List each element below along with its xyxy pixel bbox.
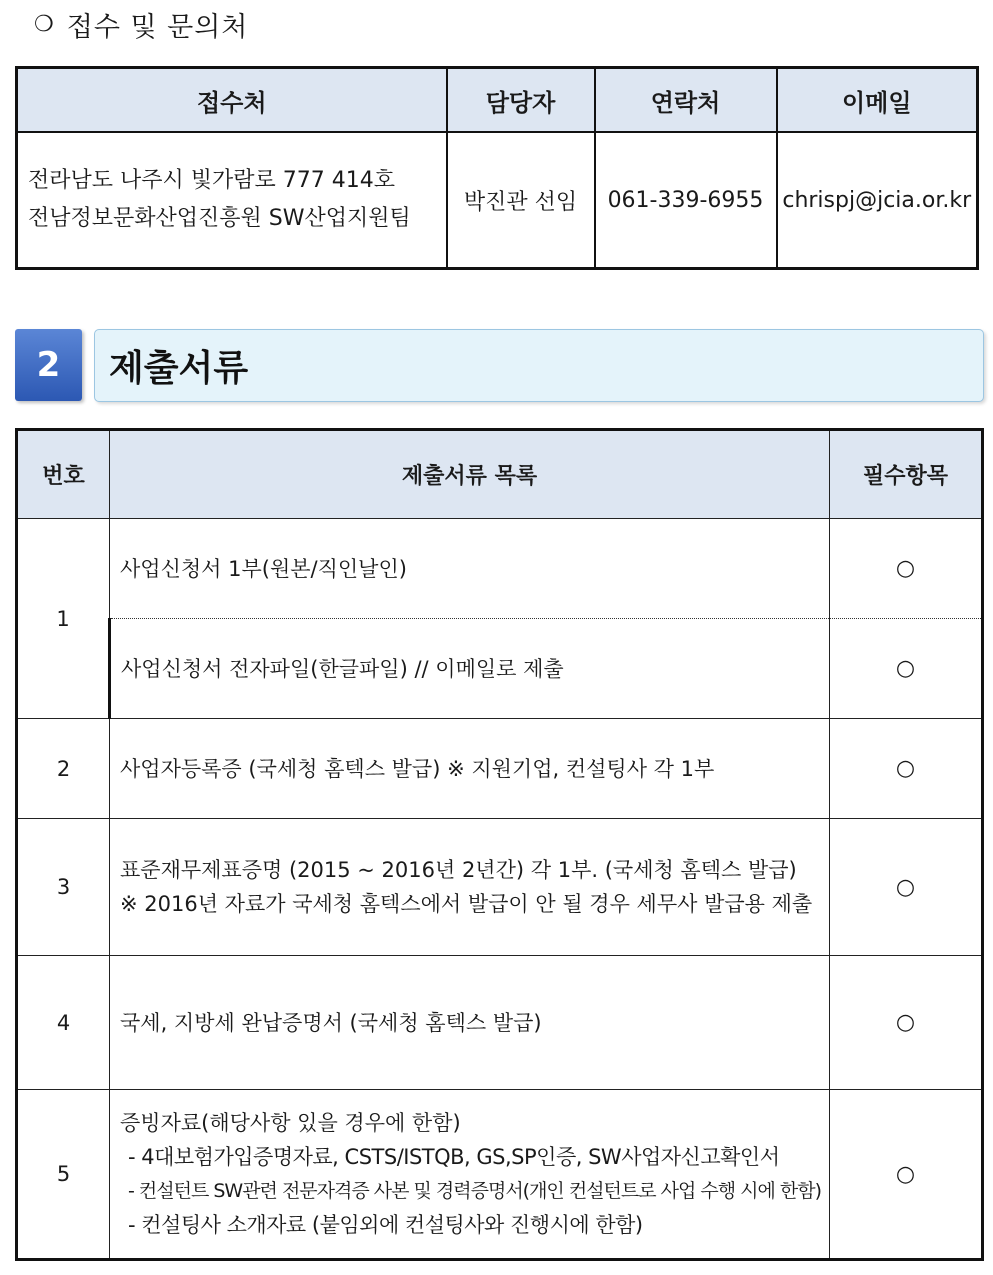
- table-row: [17, 819, 983, 956]
- contact-header-row: [17, 68, 978, 133]
- document-item: 사업자등록증 (국세청 홈텍스 발급) ※ 지원기업, 컨설팅사 각 1부: [110, 719, 830, 819]
- documents-header-row: [17, 430, 983, 519]
- table-row: [17, 619, 983, 719]
- manager-name: 박진관 선임: [447, 132, 595, 269]
- document-item: 사업신청서 전자파일(한글파일) // 이메일로 제출: [110, 619, 830, 719]
- circle-bullet-icon: ❍: [34, 11, 55, 37]
- document-line: 증빙자료(해당사항 있을 경우에 한함): [120, 1111, 461, 1135]
- required-mark: ○: [830, 956, 983, 1090]
- document-item: 국세, 지방세 완납증명서 (국세청 홈텍스 발급): [110, 956, 830, 1090]
- document-item: [110, 1090, 830, 1260]
- reception-address: [17, 132, 447, 269]
- contact-section-heading: [34, 4, 248, 44]
- header-number: 번호: [17, 430, 110, 519]
- table-row: [17, 956, 983, 1090]
- document-sub-item: - 컨설턴트 SW관련 전문자격증 사본 및 경력증명서(개인 컨설턴트로 사업 수행 시에 한함): [128, 1180, 822, 1202]
- header-phone: 연락처: [595, 68, 777, 133]
- section-title: 제출서류: [109, 348, 249, 389]
- section-title-bar: [94, 329, 984, 402]
- table-row: [17, 1090, 983, 1260]
- document-sub-item: - 4대보험가입증명자료, CSTS/ISTQB, GS,SP인증, SW사업자신고확인서: [128, 1145, 780, 1169]
- header-required: 필수항목: [830, 430, 983, 519]
- required-mark: ○: [830, 1090, 983, 1260]
- contact-section-title: 접수 및 문의처: [66, 11, 249, 43]
- row-number: 1: [17, 519, 110, 719]
- document-item: 사업신청서 1부(원본/직인날인): [110, 519, 830, 619]
- email-address: chrispj@jcia.or.kr: [777, 132, 978, 269]
- contact-row: [17, 132, 978, 269]
- row-number: 4: [17, 956, 110, 1090]
- required-mark: ○: [830, 719, 983, 819]
- address-line-2: 전남정보문화산업진흥원 SW산업지원팀: [28, 206, 411, 231]
- table-row: [17, 719, 983, 819]
- section-number-badge: 2: [15, 329, 82, 401]
- contact-table: [15, 66, 979, 270]
- document-line: ※ 2016년 자료가 국세청 홈텍스에서 발급이 안 될 경우 세무사 발급용 제출: [120, 892, 813, 916]
- required-mark: ○: [830, 819, 983, 956]
- document-line: 표준재무제표증명 (2015 ~ 2016년 2년간) 각 1부. (국세청 홈텍스 발급): [120, 858, 797, 882]
- document-item: [110, 819, 830, 956]
- header-reception: 접수처: [17, 68, 447, 133]
- required-mark: ○: [830, 519, 983, 619]
- header-manager: 담당자: [447, 68, 595, 133]
- required-mark: ○: [830, 619, 983, 719]
- header-document-list: 제출서류 목록: [110, 430, 830, 519]
- header-email: 이메일: [777, 68, 978, 133]
- document-sub-item: - 컨설팅사 소개자료 (붙임외에 컨설팅사와 진행시에 한함): [128, 1213, 643, 1237]
- table-row: [17, 519, 983, 619]
- row-number: 2: [17, 719, 110, 819]
- phone-number: 061-339-6955: [595, 132, 777, 269]
- row-number: 5: [17, 1090, 110, 1260]
- address-line-1: 전라남도 나주시 빛가람로 777 414호: [28, 168, 395, 193]
- documents-table: [15, 428, 984, 1261]
- row-number: 3: [17, 819, 110, 956]
